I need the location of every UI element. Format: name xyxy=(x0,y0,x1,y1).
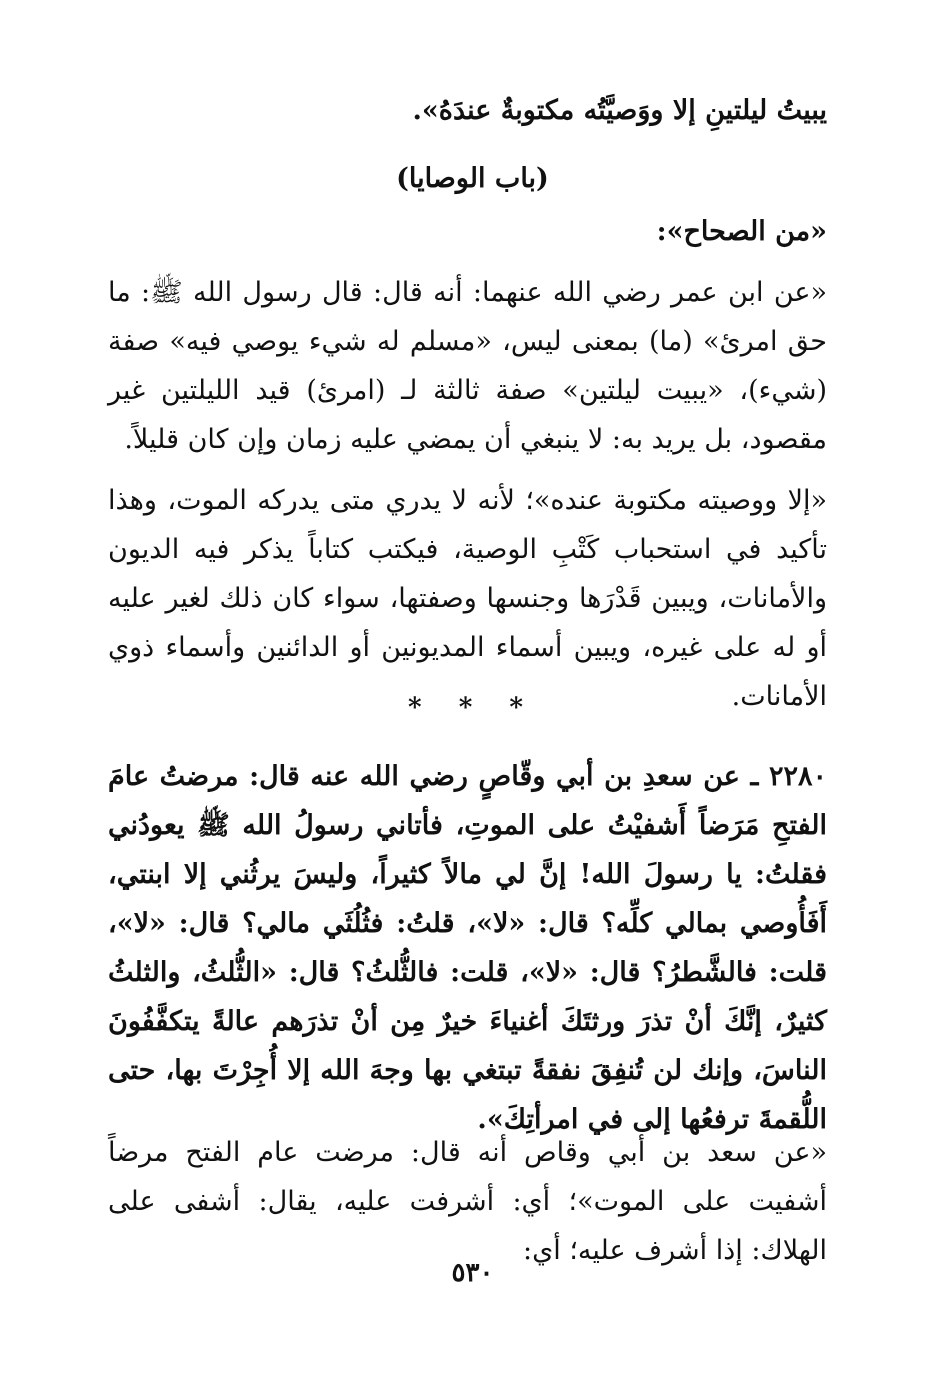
commentary-paragraph: «عن سعد بن أبي وقاص أنه قال: مرضت عام الفتح مرضاً أشفيت على الموت»؛ أي: أشرفت عليه، يقال: أشفى على الهلاك: إذا أشرف عليه؛ أي: xyxy=(108,1137,827,1266)
hadith-text: ٢٢٨٠ ـ عن سعدِ بن أبي وقّاصٍ رضي الله عنه قال: مرضتُ عامَ الفتحِ مَرَضاً أَشفيْتُ على الموتِ، فأتاني رسولُ الله ﷺ يعودُني فقلتُ: يا رسولَ الله! إنَّ لي مالاً كثيراً، وليسَ يرثُني إلا ابنتي، أَفَأُوصي بمالي كلِّه؟ قال: «لا»، قلتُ: فثُلُثَي مالي؟ قال: «لا»، قلت: فالشَّطرُ؟ قال: «لا»، قلت: فالثُّلثُ؟ قال: «الثُّلثُ، والثلثُ كثيرٌ، إنَّكَ أنْ تذرَ ورثتَكَ أغنياءَ خيرٌ مِن أنْ تذرَهم عالةً يتكفَّفُونَ الناسَ، وإنك لن تُنفِقَ نفقةً تبتغي بها وجهَ الله إلا أُجِرْتَ بها، حتى اللُّقمةَ ترفعُها إلى في امرأتِكَ». xyxy=(108,761,827,1135)
section-separator: * * * xyxy=(408,693,537,723)
commentary-paragraph: «إلا ووصيته مكتوبة عنده»؛ لأنه لا يدري متى يدركه الموت، وهذا تأكيد في استحباب كَتْبِ الوصية، فيكتب كتاباً يذكر فيه الديون والأمانات، ويبين قَدْرَها وجنسها وصفتها، سواء كان ذلك لغير عليه أو له على غيره، ويبين أسماء المديونين أو الدائنين وأسماء ذوي الأمانات. xyxy=(108,485,827,712)
page-number: ٥٣٠ xyxy=(451,1258,494,1288)
chapter-title: (باب الوصايا) xyxy=(396,163,549,194)
commentary-paragraph: «عن ابن عمر رضي الله عنهما: أنه قال: قال رسول الله ﷺ: ما حق امرئ» (ما) بمعنى ليس، «مسلم له شيء يوصي فيه» صفة (شيء)، «يبيت ليلتين» صفة ثالثة لـ (امرئ) قيد الليلتين غير مقصود، بل يريد به: لا ينبغي أن يمضي عليه زمان وإن كان قليلاً. xyxy=(108,277,827,455)
section-heading: «من الصحاح»: xyxy=(656,216,827,247)
opening-line: يبيتُ ليلتينِ إلا ووَصيَّتُه مكتوبةٌ عندَهُ». xyxy=(412,95,827,126)
